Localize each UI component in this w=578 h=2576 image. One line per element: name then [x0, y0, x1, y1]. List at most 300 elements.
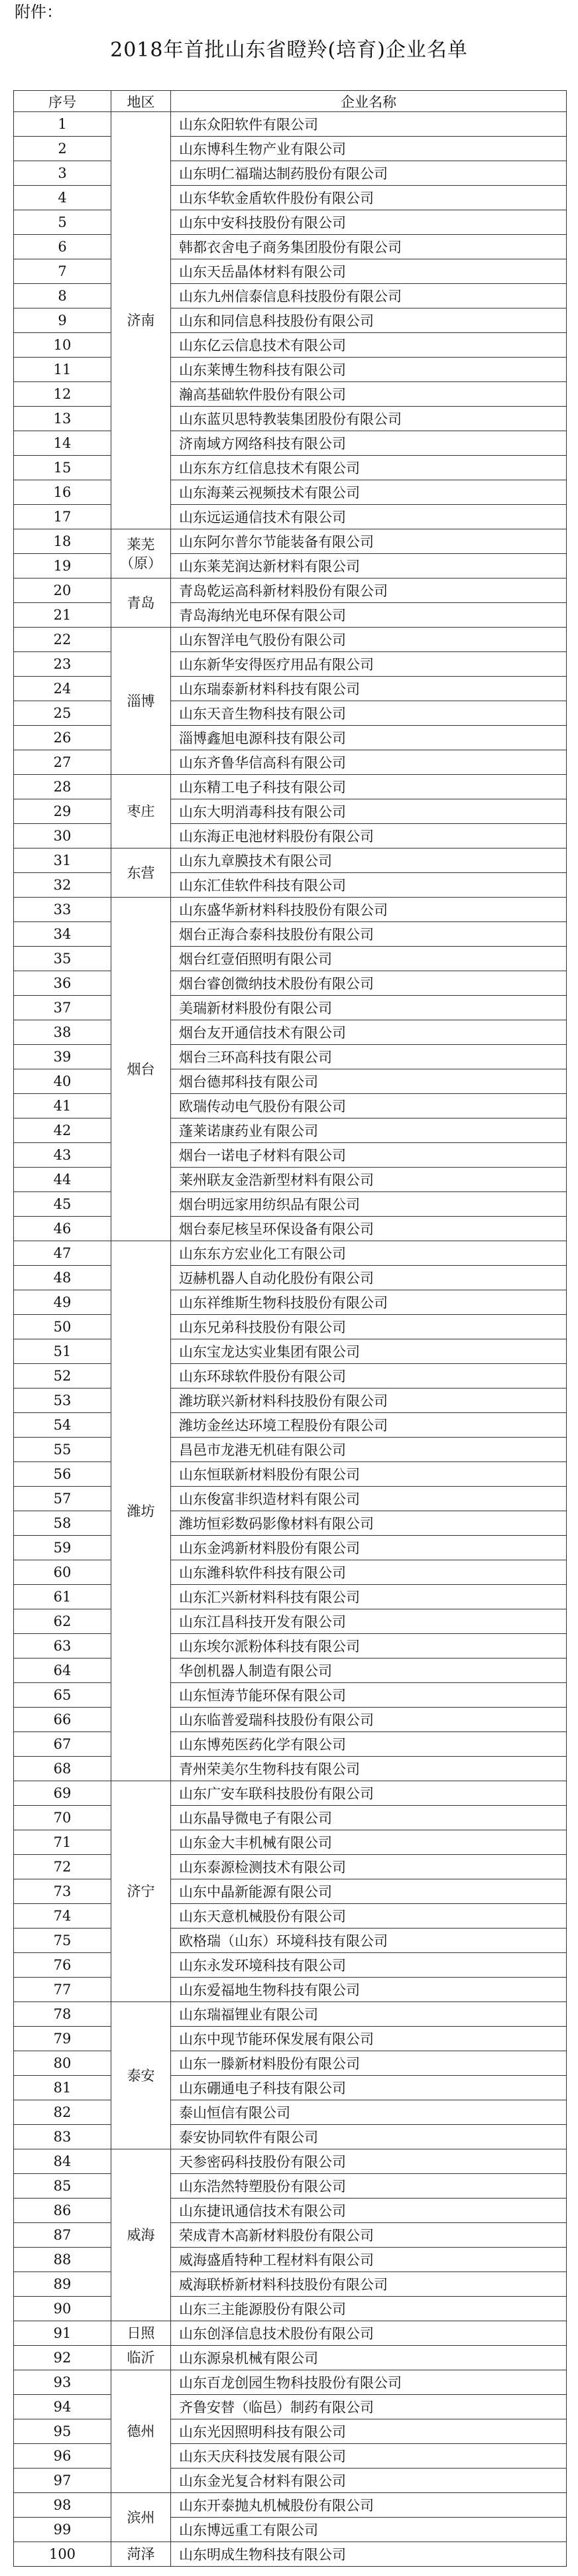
table-row	[14, 603, 567, 628]
attachment-label: 附件：	[15, 3, 62, 21]
table-row	[14, 799, 567, 824]
company-name: 欧瑞传动电气股份有限公司	[171, 1094, 567, 1119]
table-row	[14, 235, 567, 259]
company-name: 山东晶导微电子有限公司	[171, 1806, 567, 1830]
row-index: 89	[14, 2272, 111, 2297]
row-index: 49	[14, 1290, 111, 1315]
company-name: 山东博科生物产业有限公司	[171, 137, 567, 161]
region-cell: 莱芜（原）	[111, 529, 171, 578]
row-index: 15	[14, 456, 111, 480]
company-name: 山东海正电池材料股份有限公司	[171, 824, 567, 848]
company-name: 山东智洋电气股份有限公司	[171, 628, 567, 652]
row-index: 86	[14, 2199, 111, 2223]
table-row	[14, 2419, 567, 2444]
company-name: 山东光因照明科技有限公司	[171, 2419, 567, 2444]
region-cell: 济宁	[111, 1781, 171, 2002]
row-index: 22	[14, 628, 111, 652]
company-name: 山东九章膜技术有限公司	[171, 848, 567, 873]
row-index: 18	[14, 529, 111, 554]
table-row	[14, 1904, 567, 1929]
region-cell: 潍坊	[111, 1241, 171, 1781]
row-index: 17	[14, 505, 111, 529]
table-row	[14, 1830, 567, 1855]
row-index: 80	[14, 2051, 111, 2076]
table-row	[14, 2444, 567, 2469]
company-name: 昌邑市龙港无机硅有限公司	[171, 1438, 567, 1462]
row-index: 47	[14, 1241, 111, 1266]
table-row	[14, 480, 567, 505]
region-cell: 德州	[111, 2370, 171, 2493]
table-row	[14, 382, 567, 407]
company-name: 山东和同信息科技股份有限公司	[171, 308, 567, 333]
table-row	[14, 2051, 567, 2076]
table-row	[14, 1806, 567, 1830]
company-name: 山东汇佳软件科技有限公司	[171, 873, 567, 898]
table-row	[14, 726, 567, 750]
company-name: 潍坊金丝达环境工程股份有限公司	[171, 1413, 567, 1438]
table-row	[14, 1241, 567, 1266]
row-index: 11	[14, 358, 111, 382]
company-name: 山东环球软件股份有限公司	[171, 1364, 567, 1389]
row-index: 46	[14, 1217, 111, 1241]
row-index: 53	[14, 1389, 111, 1413]
table-row	[14, 578, 567, 603]
table-row	[14, 1217, 567, 1241]
company-name: 烟台正海合泰科技股份有限公司	[171, 922, 567, 947]
table-row	[14, 1929, 567, 1953]
company-name: 山东天庆科技发展有限公司	[171, 2444, 567, 2469]
row-index: 12	[14, 382, 111, 407]
table-row	[14, 529, 567, 554]
row-index: 24	[14, 677, 111, 701]
table-row	[14, 2100, 567, 2125]
table-row	[14, 1315, 567, 1339]
row-index: 10	[14, 333, 111, 358]
table-row	[14, 2248, 567, 2272]
table-row	[14, 1683, 567, 1708]
company-name: 山东兄弟科技股份有限公司	[171, 1315, 567, 1339]
company-name: 山东中现节能环保发展有限公司	[171, 2027, 567, 2051]
company-name: 山东九州信泰信息科技股份有限公司	[171, 284, 567, 308]
table-row	[14, 2493, 567, 2518]
company-name: 山东临普爱瑞科技股份有限公司	[171, 1708, 567, 1732]
company-name: 韩都衣舍电子商务集团股份有限公司	[171, 235, 567, 259]
company-name: 山东天意机械股份有限公司	[171, 1904, 567, 1929]
region-cell: 临沂	[111, 2346, 171, 2370]
table-row	[14, 1708, 567, 1732]
region-cell: 日照	[111, 2321, 171, 2346]
company-name: 山东开泰抛丸机械股份有限公司	[171, 2493, 567, 2518]
company-name: 烟台红壹佰照明有限公司	[171, 947, 567, 971]
row-index: 51	[14, 1339, 111, 1364]
company-name: 山东亿云信息技术有限公司	[171, 333, 567, 358]
table-row	[14, 2518, 567, 2542]
company-list-table	[13, 90, 567, 2567]
row-index: 40	[14, 1069, 111, 1094]
table-row	[14, 186, 567, 210]
row-index: 66	[14, 1708, 111, 1732]
table-row	[14, 1634, 567, 1659]
table-row	[14, 1020, 567, 1045]
company-name: 山东莱博生物科技有限公司	[171, 358, 567, 382]
table-row	[14, 1290, 567, 1315]
row-index: 64	[14, 1659, 111, 1683]
company-name: 山东精工电子科技有限公司	[171, 775, 567, 799]
company-name: 山东天音生物科技有限公司	[171, 701, 567, 726]
region-cell: 济南	[111, 112, 171, 529]
table-row	[14, 2027, 567, 2051]
row-index: 67	[14, 1732, 111, 1757]
row-index: 71	[14, 1830, 111, 1855]
company-name: 瀚高基础软件股份有限公司	[171, 382, 567, 407]
company-name: 山东盛华新材料科技股份有限公司	[171, 898, 567, 922]
row-index: 3	[14, 161, 111, 186]
company-name: 山东汇兴新材料科技有限公司	[171, 1585, 567, 1609]
row-index: 87	[14, 2223, 111, 2248]
row-index: 29	[14, 799, 111, 824]
table-row	[14, 2223, 567, 2248]
row-index: 83	[14, 2125, 111, 2149]
row-index: 9	[14, 308, 111, 333]
company-name: 华创机器人制造有限公司	[171, 1659, 567, 1683]
row-index: 58	[14, 1511, 111, 1536]
row-index: 41	[14, 1094, 111, 1119]
row-index: 31	[14, 848, 111, 873]
company-name: 青岛海纳光电环保有限公司	[171, 603, 567, 628]
company-name: 山东齐鲁华信高科有限公司	[171, 750, 567, 775]
table-row	[14, 308, 567, 333]
company-name: 山东金大丰机械有限公司	[171, 1830, 567, 1855]
table-row	[14, 1094, 567, 1119]
table-row	[14, 1339, 567, 1364]
company-name: 烟台泰尼核呈环保设备有限公司	[171, 1217, 567, 1241]
company-name: 山东三主能源股份有限公司	[171, 2297, 567, 2321]
row-index: 84	[14, 2149, 111, 2174]
row-index: 23	[14, 652, 111, 677]
row-index: 59	[14, 1536, 111, 1560]
row-index: 21	[14, 603, 111, 628]
company-name: 山东金鸿新材料股份有限公司	[171, 1536, 567, 1560]
company-name: 青州荣美尔生物科技有限公司	[171, 1757, 567, 1781]
company-name: 迈赫机器人自动化股份有限公司	[171, 1266, 567, 1290]
company-name: 威海盛盾特种工程材料有限公司	[171, 2248, 567, 2272]
company-name: 山东广安车联科技股份有限公司	[171, 1781, 567, 1806]
row-index: 7	[14, 259, 111, 284]
row-index: 75	[14, 1929, 111, 1953]
company-name: 烟台一诺电子材料有限公司	[171, 1143, 567, 1168]
row-index: 68	[14, 1757, 111, 1781]
table-row	[14, 2149, 567, 2174]
row-index: 96	[14, 2444, 111, 2469]
row-index: 97	[14, 2469, 111, 2493]
row-index: 6	[14, 235, 111, 259]
table-row	[14, 2346, 567, 2370]
table-row	[14, 1119, 567, 1143]
region-cell: 青岛	[111, 578, 171, 628]
row-index: 52	[14, 1364, 111, 1389]
row-index: 26	[14, 726, 111, 750]
row-index: 90	[14, 2297, 111, 2321]
table-header-row	[14, 91, 567, 112]
region-cell: 东营	[111, 848, 171, 898]
row-index: 99	[14, 2518, 111, 2542]
row-index: 78	[14, 2002, 111, 2027]
table-row	[14, 1732, 567, 1757]
table-row	[14, 1487, 567, 1511]
row-index: 4	[14, 186, 111, 210]
table-row	[14, 505, 567, 529]
table-row	[14, 652, 567, 677]
company-name: 山东爱福地生物科技有限公司	[171, 1978, 567, 2002]
row-index: 50	[14, 1315, 111, 1339]
company-name: 莱州联友金浩新型材料有限公司	[171, 1168, 567, 1192]
company-name: 欧格瑞（山东）环境科技有限公司	[171, 1929, 567, 1953]
table-row	[14, 2469, 567, 2493]
row-index: 65	[14, 1683, 111, 1708]
row-index: 27	[14, 750, 111, 775]
table-row	[14, 431, 567, 456]
row-index: 60	[14, 1560, 111, 1585]
table-row	[14, 1978, 567, 2002]
company-name: 山东捷讯通信技术有限公司	[171, 2199, 567, 2223]
row-index: 73	[14, 1879, 111, 1904]
table-row	[14, 259, 567, 284]
table-row	[14, 1462, 567, 1487]
row-index: 45	[14, 1192, 111, 1217]
row-index: 82	[14, 2100, 111, 2125]
row-index: 55	[14, 1438, 111, 1462]
row-index: 54	[14, 1413, 111, 1438]
table-row	[14, 358, 567, 382]
company-name: 潍坊恒彩数码影像材料有限公司	[171, 1511, 567, 1536]
company-name: 青岛乾运高科新材料股份有限公司	[171, 578, 567, 603]
table-row	[14, 2321, 567, 2346]
company-name: 淄博鑫旭电源科技有限公司	[171, 726, 567, 750]
table-row	[14, 2272, 567, 2297]
row-index: 34	[14, 922, 111, 947]
row-index: 48	[14, 1266, 111, 1290]
table-row	[14, 996, 567, 1020]
row-index: 37	[14, 996, 111, 1020]
table-row	[14, 873, 567, 898]
company-name: 山东硼通电子科技有限公司	[171, 2076, 567, 2100]
company-name: 山东瑞福锂业有限公司	[171, 2002, 567, 2027]
table-row	[14, 1879, 567, 1904]
table-row	[14, 701, 567, 726]
company-name: 山东宝龙达实业集团有限公司	[171, 1339, 567, 1364]
table-row	[14, 1585, 567, 1609]
company-name: 山东祥维斯生物科技股份有限公司	[171, 1290, 567, 1315]
table-row	[14, 848, 567, 873]
company-name: 山东创泽信息技术股份有限公司	[171, 2321, 567, 2346]
row-index: 38	[14, 1020, 111, 1045]
row-index: 63	[14, 1634, 111, 1659]
region-cell: 烟台	[111, 898, 171, 1241]
region-cell: 淄博	[111, 628, 171, 775]
company-name: 山东华软金盾软件股份有限公司	[171, 186, 567, 210]
company-name: 潍坊联兴新材料科技股份有限公司	[171, 1389, 567, 1413]
table-row	[14, 2076, 567, 2100]
company-name: 山东新华安得医疗用品有限公司	[171, 652, 567, 677]
table-row	[14, 1953, 567, 1978]
table-row	[14, 971, 567, 996]
table-row	[14, 1266, 567, 1290]
table-row	[14, 947, 567, 971]
company-name: 山东潍科软件科技有限公司	[171, 1560, 567, 1585]
row-index: 28	[14, 775, 111, 799]
company-name: 泰安协同软件有限公司	[171, 2125, 567, 2149]
header-index: 序号	[14, 91, 111, 112]
company-name: 山东蓝贝思特教装集团股份有限公司	[171, 407, 567, 431]
company-name: 烟台三环高科技有限公司	[171, 1045, 567, 1069]
region-cell: 菏泽	[111, 2542, 171, 2567]
company-name: 美瑞新材料股份有限公司	[171, 996, 567, 1020]
table-body	[14, 112, 567, 2567]
company-name: 天参密码科技股份有限公司	[171, 2149, 567, 2174]
document-title: 2018年首批山东省瞪羚(培育)企业名单	[110, 38, 468, 62]
table-row	[14, 824, 567, 848]
row-index: 61	[14, 1585, 111, 1609]
table-row	[14, 628, 567, 652]
company-name: 山东浩然特塑股份有限公司	[171, 2174, 567, 2199]
table-row	[14, 210, 567, 235]
table-row	[14, 407, 567, 431]
company-name: 山东阿尔普尔节能装备有限公司	[171, 529, 567, 554]
company-name: 山东众阳软件有限公司	[171, 112, 567, 137]
company-name: 山东博远重工有限公司	[171, 2518, 567, 2542]
row-index: 79	[14, 2027, 111, 2051]
row-index: 88	[14, 2248, 111, 2272]
company-name: 山东泰源检测技术有限公司	[171, 1855, 567, 1879]
company-name: 山东瑞泰新材料科技有限公司	[171, 677, 567, 701]
table-row	[14, 1389, 567, 1413]
region-cell: 滨州	[111, 2493, 171, 2542]
table-row	[14, 1511, 567, 1536]
table-row	[14, 750, 567, 775]
row-index: 25	[14, 701, 111, 726]
row-index: 2	[14, 137, 111, 161]
company-name: 山东莱芜润达新材料有限公司	[171, 554, 567, 578]
row-index: 74	[14, 1904, 111, 1929]
row-index: 5	[14, 210, 111, 235]
table-row	[14, 775, 567, 799]
table-row	[14, 1757, 567, 1781]
company-name: 山东俊富非织造材料有限公司	[171, 1487, 567, 1511]
table-row	[14, 284, 567, 308]
row-index: 93	[14, 2370, 111, 2395]
row-index: 91	[14, 2321, 111, 2346]
header-company: 企业名称	[171, 91, 567, 112]
table-row	[14, 2125, 567, 2149]
table-row	[14, 2174, 567, 2199]
company-name: 山东恒联新材料股份有限公司	[171, 1462, 567, 1487]
row-index: 1	[14, 112, 111, 137]
company-name: 荣成青木高新材料股份有限公司	[171, 2223, 567, 2248]
company-name: 山东江昌科技开发有限公司	[171, 1609, 567, 1634]
table-row	[14, 1781, 567, 1806]
table-row	[14, 112, 567, 137]
row-index: 100	[14, 2542, 111, 2567]
row-index: 57	[14, 1487, 111, 1511]
row-index: 81	[14, 2076, 111, 2100]
company-name: 烟台友开通信技术有限公司	[171, 1020, 567, 1045]
table-row	[14, 1143, 567, 1168]
header-region: 地区	[111, 91, 171, 112]
company-name: 山东远运通信技术有限公司	[171, 505, 567, 529]
region-cell: 威海	[111, 2149, 171, 2321]
row-index: 30	[14, 824, 111, 848]
company-name: 山东海莱云视频技术有限公司	[171, 480, 567, 505]
row-index: 44	[14, 1168, 111, 1192]
company-name: 山东天岳晶体材料有限公司	[171, 259, 567, 284]
table-row	[14, 2297, 567, 2321]
table-row	[14, 1609, 567, 1634]
company-name: 山东百龙创园生物科技股份有限公司	[171, 2370, 567, 2395]
table-row	[14, 1045, 567, 1069]
row-index: 92	[14, 2346, 111, 2370]
row-index: 14	[14, 431, 111, 456]
table-row	[14, 2395, 567, 2419]
table-row	[14, 1069, 567, 1094]
company-name: 山东恒涛节能环保有限公司	[171, 1683, 567, 1708]
row-index: 16	[14, 480, 111, 505]
region-cell: 泰安	[111, 2002, 171, 2149]
company-name: 烟台睿创微纳技术股份有限公司	[171, 971, 567, 996]
row-index: 8	[14, 284, 111, 308]
table-row	[14, 1413, 567, 1438]
region-cell: 枣庄	[111, 775, 171, 848]
table-row	[14, 2542, 567, 2567]
company-name: 济南域方网络科技有限公司	[171, 431, 567, 456]
table-row	[14, 1536, 567, 1560]
company-name: 山东金光复合材料有限公司	[171, 2469, 567, 2493]
row-index: 72	[14, 1855, 111, 1879]
table-row	[14, 2370, 567, 2395]
row-index: 76	[14, 1953, 111, 1978]
company-name: 威海联桥新材料科技股份有限公司	[171, 2272, 567, 2297]
company-name: 泰山恒信有限公司	[171, 2100, 567, 2125]
table-row	[14, 1659, 567, 1683]
row-index: 39	[14, 1045, 111, 1069]
table-row	[14, 898, 567, 922]
table-row	[14, 1168, 567, 1192]
table-row	[14, 1192, 567, 1217]
company-name: 烟台德邦科技有限公司	[171, 1069, 567, 1094]
company-name: 山东明仁福瑞达制药股份有限公司	[171, 161, 567, 186]
table-row	[14, 137, 567, 161]
table-row	[14, 2199, 567, 2223]
company-name: 山东博苑医药化学有限公司	[171, 1732, 567, 1757]
company-name: 山东明成生物科技有限公司	[171, 2542, 567, 2567]
company-name: 山东东方红信息技术有限公司	[171, 456, 567, 480]
table-row	[14, 333, 567, 358]
company-name: 齐鲁安替（临邑）制药有限公司	[171, 2395, 567, 2419]
table-row	[14, 922, 567, 947]
row-index: 56	[14, 1462, 111, 1487]
row-index: 32	[14, 873, 111, 898]
table-row	[14, 1364, 567, 1389]
table-row	[14, 677, 567, 701]
company-name: 山东源泉机械有限公司	[171, 2346, 567, 2370]
table-row	[14, 2002, 567, 2027]
row-index: 98	[14, 2493, 111, 2518]
company-name: 山东中安科技股份有限公司	[171, 210, 567, 235]
row-index: 43	[14, 1143, 111, 1168]
company-name: 蓬莱诺康药业有限公司	[171, 1119, 567, 1143]
company-name: 山东中晶新能源有限公司	[171, 1879, 567, 1904]
company-name: 山东永发环境科技有限公司	[171, 1953, 567, 1978]
row-index: 19	[14, 554, 111, 578]
